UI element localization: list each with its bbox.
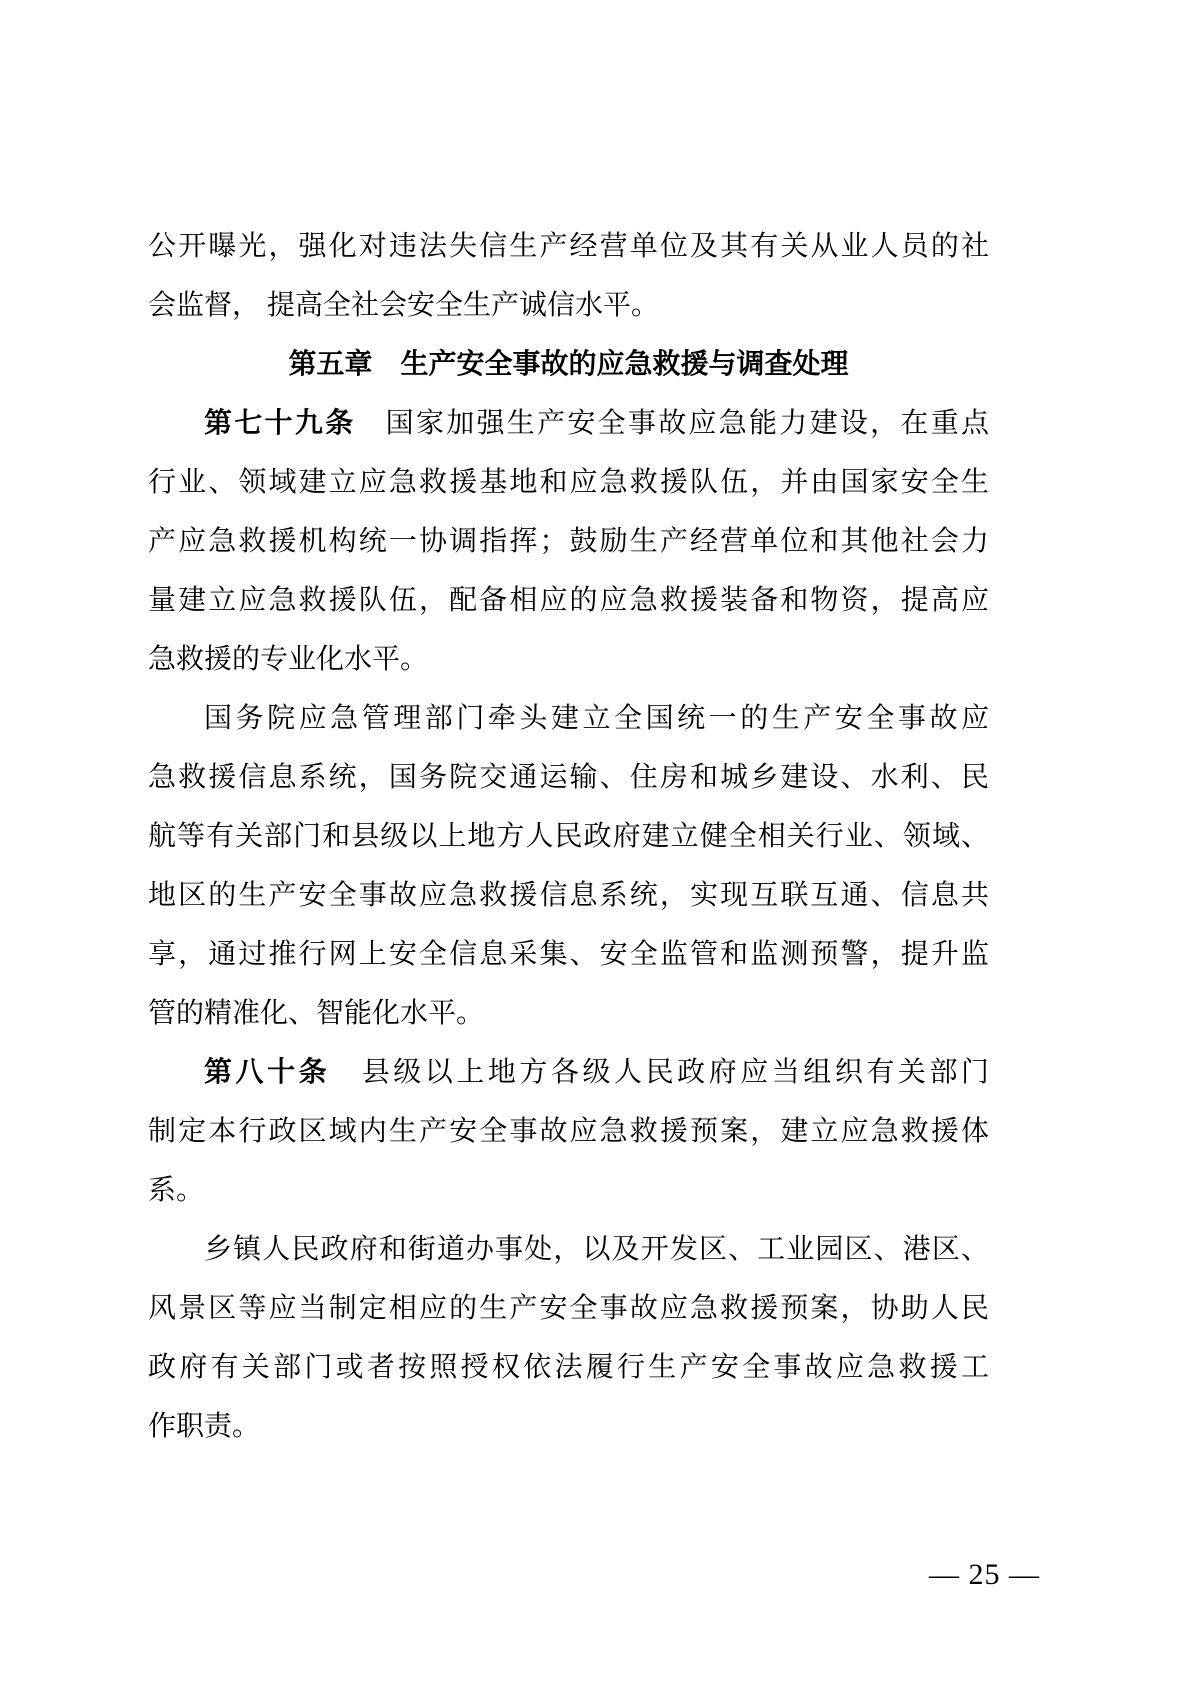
text-line: 制定本行政区域内生产安全事故应急救援预案，建立应急救援体 — [148, 1116, 989, 1147]
text-line: 享，通过推行网上安全信息采集、安全监管和监测预警，提升监 — [148, 939, 989, 970]
text-line — [148, 394, 989, 453]
article-number: 第八十条 — [204, 1057, 331, 1088]
text-line: 乡镇人民政府和街道办事处，以及开发区、工业园区、港区、 — [204, 1234, 989, 1265]
text-line: 政府有关部门或者按照授权依法履行生产安全事故应急救援工 — [148, 1352, 989, 1383]
text-line: 公开曝光，强化对违法失信生产经营单位及其有关从业人员的社 — [148, 231, 989, 262]
text-line: 管的精准化、智能化水平。 — [148, 998, 485, 1029]
page-number: — 25 — — [929, 1558, 1040, 1591]
text-line: 急救援的专业化水平。 — [148, 644, 429, 675]
text-line: 航等有关部门和县级以上地方人民政府建立健全相关行业、领域、 — [148, 821, 989, 852]
text-line — [148, 1043, 989, 1102]
text-line: 量建立应急救援队伍，配备相应的应急救援装备和物资，提高应 — [148, 585, 989, 616]
text-line: 地区的生产安全事故应急救援信息系统，实现互联互通、信息共 — [148, 880, 989, 911]
text-line: 行业、领域建立应急救援基地和应急救援队伍，并由国家安全生 — [148, 467, 989, 498]
text-block — [148, 217, 989, 1456]
text-line: 产应急救援机构统一协调指挥；鼓励生产经营单位和其他社会力 — [148, 526, 989, 557]
article-number: 第七十九条 — [204, 408, 356, 439]
text-line: 急救援信息系统，国务院交通运输、住房和城乡建设、水利、民 — [148, 762, 989, 793]
text-line: 会监督， 提高全社会安全生产诚信水平。 — [148, 290, 660, 321]
article-text: 国家加强生产安全事故应急能力建设，在重点 — [355, 408, 989, 439]
text-line: 国务院应急管理部门牵头建立全国统一的生产安全事故应 — [204, 703, 989, 734]
chapter-heading: 第五章 生产安全事故的应急救援与调查处理 — [288, 349, 849, 380]
text-line: 系。 — [148, 1175, 205, 1206]
text-line: 风景区等应当制定相应的生产安全事故应急救援预案，协助人民 — [148, 1293, 989, 1324]
article-text: 县级以上地方各级人民政府应当组织有关部门 — [330, 1057, 989, 1088]
text-line: 作职责。 — [148, 1411, 261, 1442]
